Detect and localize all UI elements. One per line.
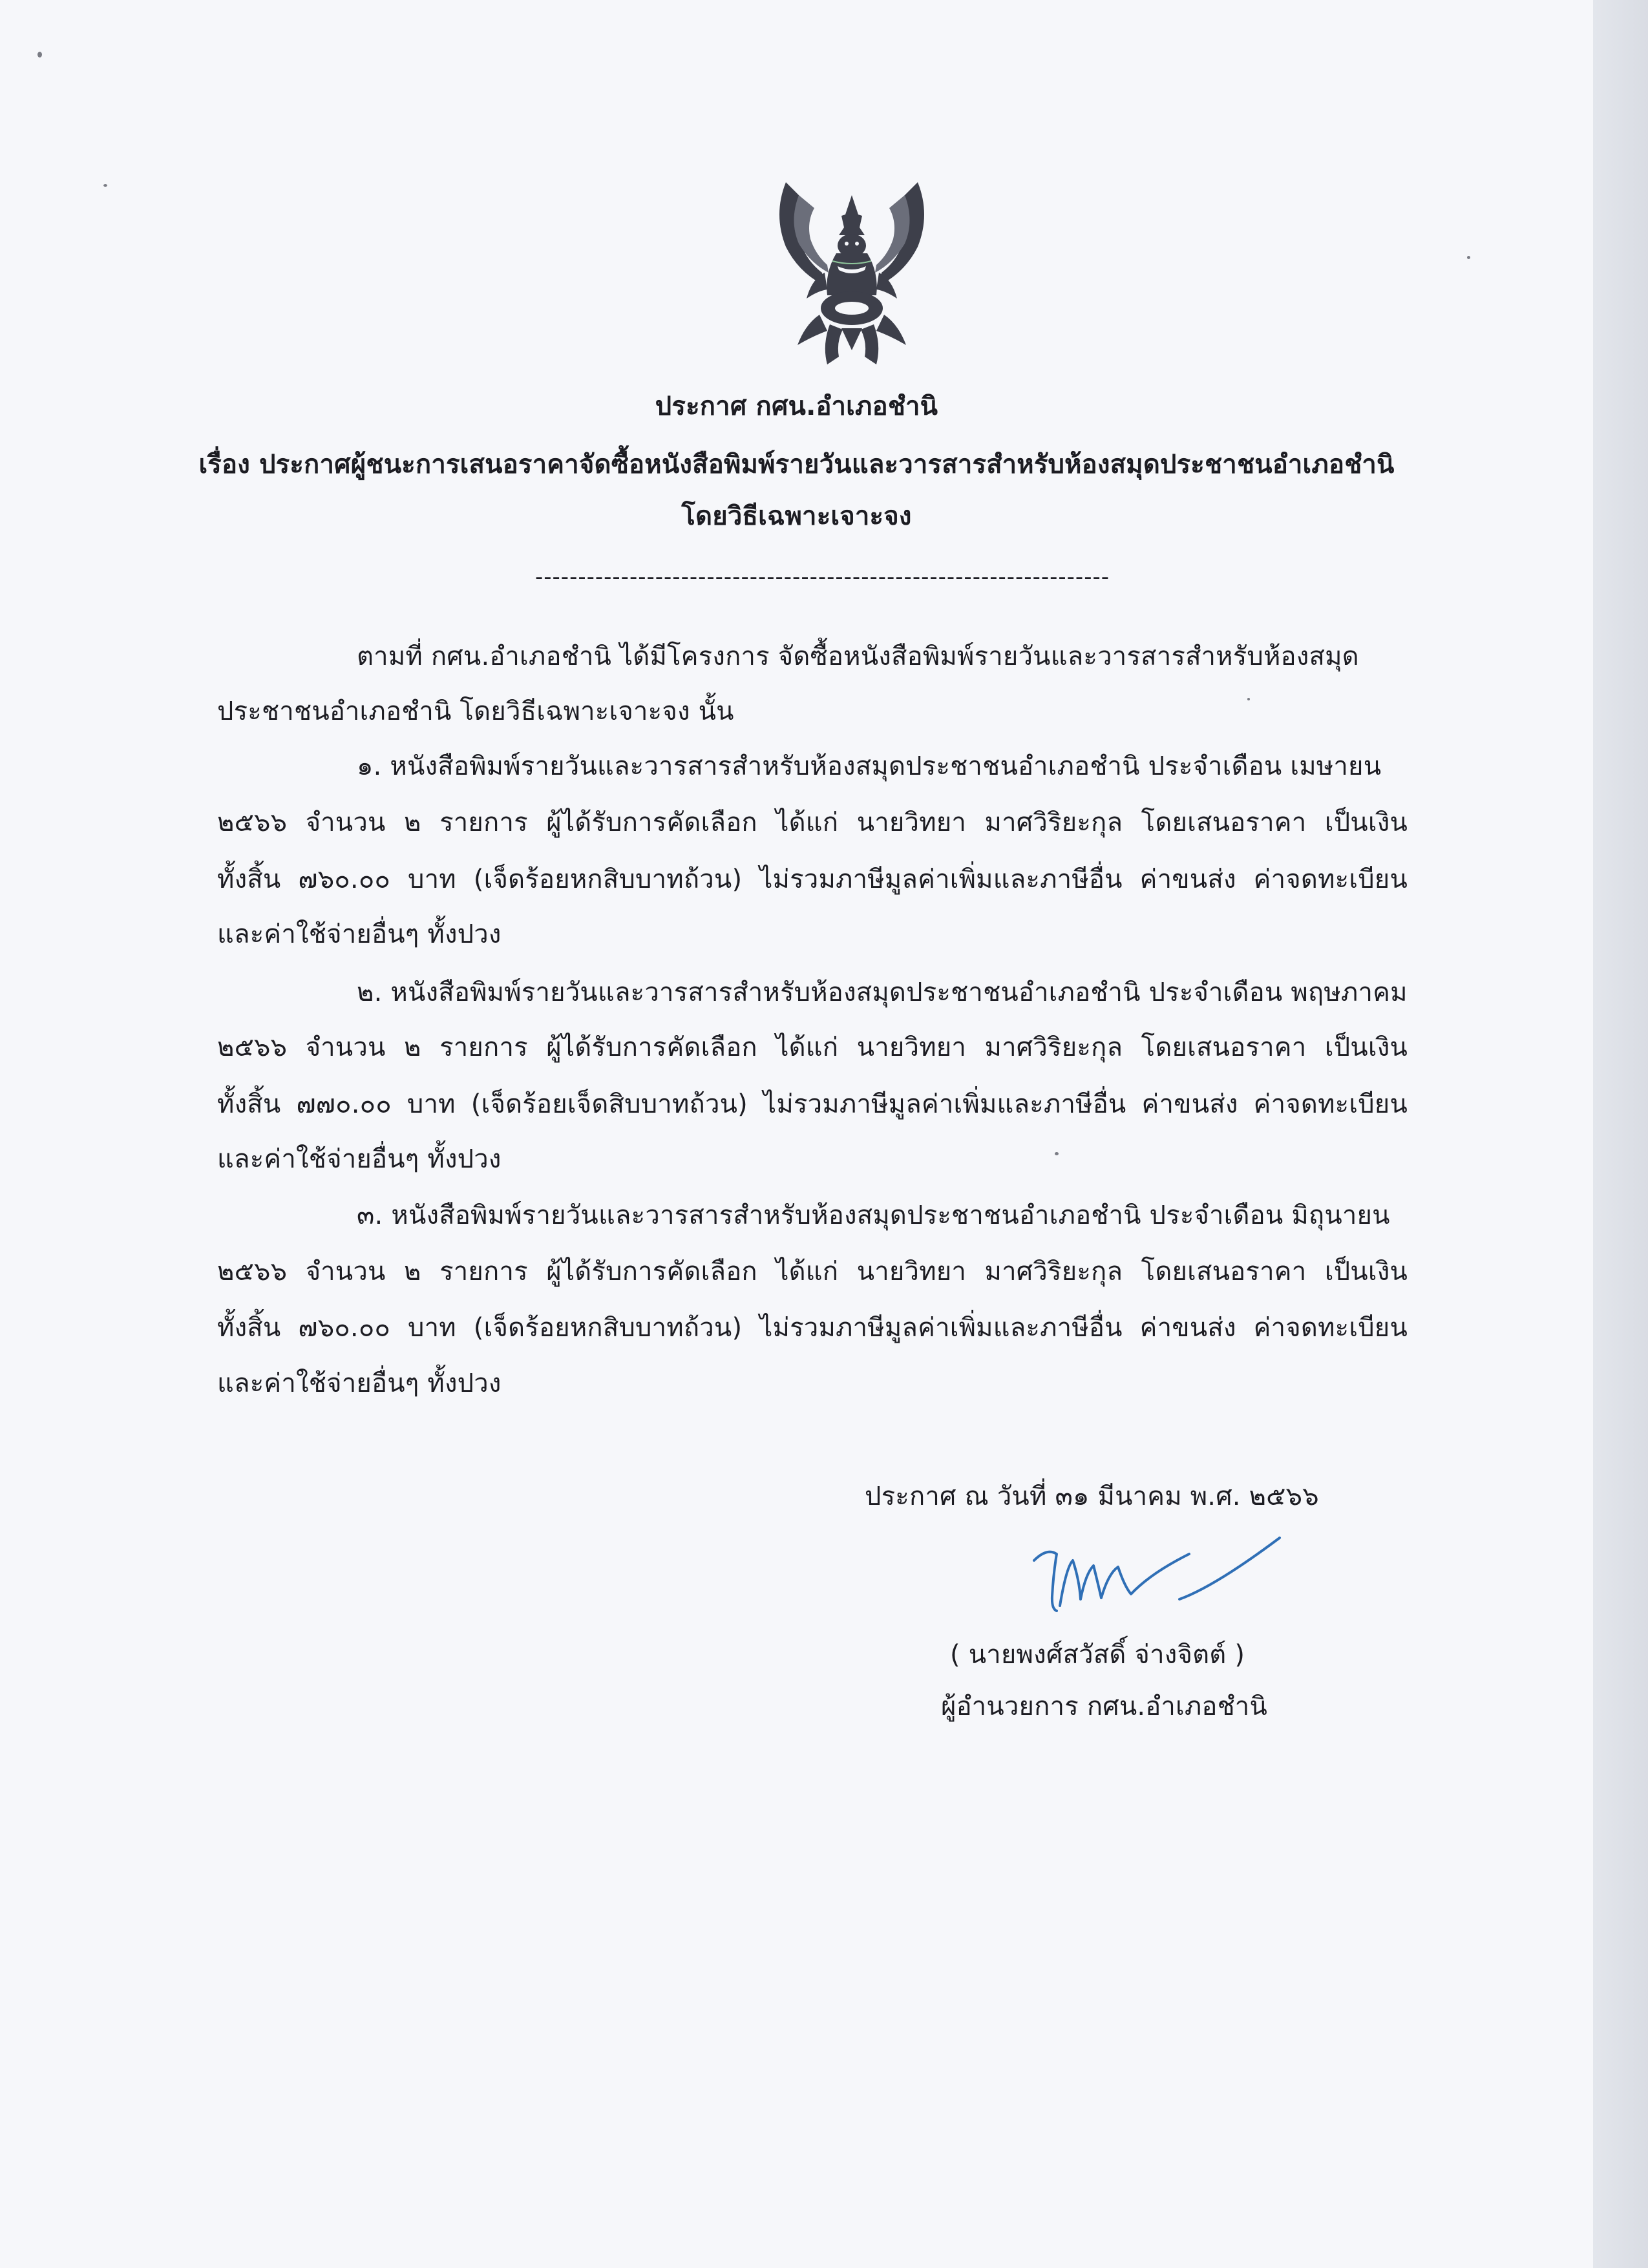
title-divider: ------------------------------------------------------------------- xyxy=(535,564,1110,590)
item-2-line: ๒๕๖๖ จำนวน ๒ รายการ ผู้ได้รับการคัดเลือก ได้แก่ นายวิทยา มาศวิริยะกุล โดยเสนอราคา เป็นเงิน xyxy=(217,1033,1408,1062)
item-3-line: ๒๕๖๖ จำนวน ๒ รายการ ผู้ได้รับการคัดเลือก ได้แก่ นายวิทยา มาศวิริยะกุล โดยเสนอราคา เป็นเงิน xyxy=(217,1257,1408,1286)
scan-speck xyxy=(1055,1152,1059,1155)
scan-speck xyxy=(1247,698,1250,700)
scan-speck xyxy=(37,52,42,58)
scan-speck xyxy=(103,184,107,187)
item-3-line: ทั้งสิ้น ๗๖๐.๐๐ บาท (เจ็ดร้อยหกสิบบาทถ้วน) ไม่รวมภาษีมูลค่าเพิ่มและภาษีอื่น ค่าขนส่ง ค่าจดทะเบียน xyxy=(217,1313,1408,1343)
document-subject: เรื่อง ประกาศผู้ชนะการเสนอราคาจัดซื้อหนังสือพิมพ์รายวันและวารสารสำหรับห้องสมุดประชาชนอำเภอชำนิ xyxy=(198,450,1395,479)
page-title: ประกาศ กศน.อำเภอชำนิ xyxy=(655,392,938,421)
item-2-line: ทั้งสิ้น ๗๗๐.๐๐ บาท (เจ็ดร้อยเจ็ดสิบบาทถ้วน) ไม่รวมภาษีมูลค่าเพิ่มและภาษีอื่น ค่าขนส่ง ค่าจดทะเบียน xyxy=(217,1089,1408,1119)
scan-speck xyxy=(1467,256,1470,259)
handwritten-signature xyxy=(1021,1535,1293,1632)
item-3-line: ๓. หนังสือพิมพ์รายวันและวารสารสำหรับห้องสมุดประชาชนอำเภอชำนิ ประจำเดือน มิถุนายน xyxy=(357,1201,1390,1230)
announcement-date: ประกาศ ณ วันที่ ๓๑ มีนาคม พ.ศ. ๒๕๖๖ xyxy=(865,1482,1319,1511)
item-1-line: ๑. หนังสือพิมพ์รายวันและวารสารสำหรับห้องสมุดประชาชนอำเภอชำนิ ประจำเดือน เมษายน xyxy=(357,751,1382,781)
signer-title: ผู้อำนวยการ กศน.อำเภอชำนิ xyxy=(941,1692,1268,1721)
procurement-method: โดยวิธีเฉพาะเจาะจง xyxy=(681,501,912,531)
signer-name: ( นายพงศ์สวัสดิ์ จ่างจิตต์ ) xyxy=(950,1640,1245,1670)
garuda-emblem-icon xyxy=(760,176,944,368)
item-3-line: และค่าใช้จ่ายอื่นๆ ทั้งปวง xyxy=(217,1369,502,1398)
scan-edge xyxy=(1593,0,1648,2268)
item-1-line: และค่าใช้จ่ายอื่นๆ ทั้งปวง xyxy=(217,919,502,949)
item-1-line: ทั้งสิ้น ๗๖๐.๐๐ บาท (เจ็ดร้อยหกสิบบาทถ้วน) ไม่รวมภาษีมูลค่าเพิ่มและภาษีอื่น ค่าขนส่ง ค่าจดทะเบียน xyxy=(217,865,1408,894)
item-1-line: ๒๕๖๖ จำนวน ๒ รายการ ผู้ได้รับการคัดเลือก ได้แก่ นายวิทยา มาศวิริยะกุล โดยเสนอราคา เป็นเงิน xyxy=(217,808,1408,837)
item-2-line: และค่าใช้จ่ายอื่นๆ ทั้งปวง xyxy=(217,1144,502,1174)
item-2-line: ๒. หนังสือพิมพ์รายวันและวารสารสำหรับห้องสมุดประชาชนอำเภอชำนิ ประจำเดือน พฤษภาคม xyxy=(357,978,1408,1007)
intro-paragraph-line: ตามที่ กศน.อำเภอชำนิ ได้มีโครงการ จัดซื้อหนังสือพิมพ์รายวันและวารสารสำหรับห้องสมุด xyxy=(357,642,1359,671)
intro-paragraph-line: ประชาชนอำเภอชำนิ โดยวิธีเฉพาะเจาะจง นั้น xyxy=(217,697,734,726)
